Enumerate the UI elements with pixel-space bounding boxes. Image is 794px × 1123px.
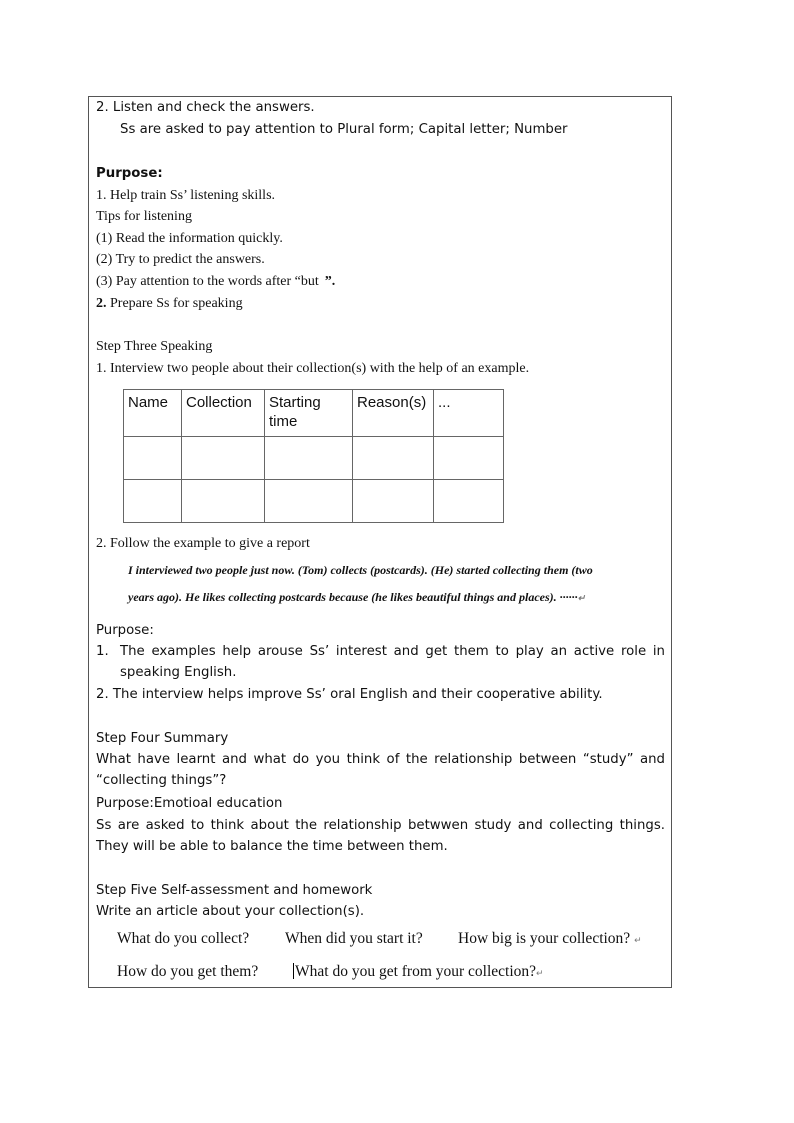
paragraph-mark-icon: ↵ [634,935,642,945]
table-cell[interactable] [182,437,265,480]
step4-text: Ss are asked to think about the relationship betwwen study and collecting things. They will be able to balance the time between them. [96,818,665,854]
table-cell[interactable] [353,480,434,523]
table-cell[interactable] [434,480,504,523]
purpose1-tip1: (1) Read the information quickly. [96,231,283,246]
table-header-more: ... [434,390,504,437]
question-2: When did you start it? [285,930,423,947]
question-3 [458,930,642,948]
question-4: How do you get them? [117,963,259,980]
question-1: What do you collect? [117,930,250,947]
step2-line1: 2. Listen and check the answers. [96,100,315,115]
table-row [124,480,504,523]
purpose2-item1-text: The examples help arouse Ss’ interest and get them to play an active role in speaking English. [120,644,665,680]
purpose2-heading: Purpose: [96,623,154,638]
table-cell[interactable] [124,437,182,480]
purpose1-item2-num: 2. [96,296,107,311]
table-cell[interactable] [265,437,353,480]
purpose1-heading: Purpose: [96,166,163,181]
step5-task: Write an article about your collection(s). [96,904,365,919]
text-cursor-icon [293,963,294,979]
step4-purpose: Purpose:Emotioal education [96,796,283,811]
table-row [124,437,504,480]
purpose1-tip3-text: (3) Pay attention to the words after “but [96,274,319,289]
purpose1-tip3-quote: ”. [324,274,336,289]
purpose1-item2-text: Prepare Ss for speaking [106,296,243,311]
paragraph-mark-icon: ↵ [577,593,586,603]
table-cell[interactable] [182,480,265,523]
paragraph-mark-icon: ↵ [536,968,544,978]
purpose1-item1: 1. Help train Ss’ listening skills. [96,188,276,203]
purpose1-item2 [96,295,243,313]
step3-item1: 1. Interview two people about their collection(s) with the help of an example. [96,361,530,376]
table-cell[interactable] [434,437,504,480]
table-cell[interactable] [124,480,182,523]
step3-item2: 2. Follow the example to give a report [96,536,310,551]
table-header-name: Name [124,390,182,437]
purpose1-tips: Tips for listening [96,209,192,224]
table-header-collection: Collection [182,390,265,437]
purpose2-item2: 2. The interview helps improve Ss’ oral English and their cooperative ability. [96,687,603,702]
example-line2 [128,590,585,605]
step5-heading: Step Five Self-assessment and homework [96,883,373,898]
table-header-row [124,390,504,437]
purpose1-tip2: (2) Try to predict the answers. [96,252,265,267]
table-cell[interactable] [353,437,434,480]
step4-heading: Step Four Summary [96,731,229,746]
step2-line2: Ss are asked to pay attention to Plural form; Capital letter; Number [120,122,568,137]
example-line2-text: years ago). He likes collecting postcards because (he likes beautiful things and places). ······ [128,590,578,604]
question-3-text: How big is your collection? [458,930,631,947]
purpose2-item1-num: 1. [96,644,109,659]
question-5-text: What do you get from your collection? [295,963,537,980]
step3-heading: Step Three Speaking [96,339,213,354]
example-line1: I interviewed two people just now. (Tom) collects (postcards). (He) started collecting them (two [128,563,593,577]
purpose1-tip3 [96,273,335,291]
table-header-starting-time: Starting time [265,390,353,437]
table-cell[interactable] [265,480,353,523]
table-header-reasons: Reason(s) [353,390,434,437]
question-5 [293,963,544,981]
interview-table [123,389,504,523]
step4-question: What have learnt and what do you think of the relationship between “study” and “collecting things”? [96,752,665,788]
